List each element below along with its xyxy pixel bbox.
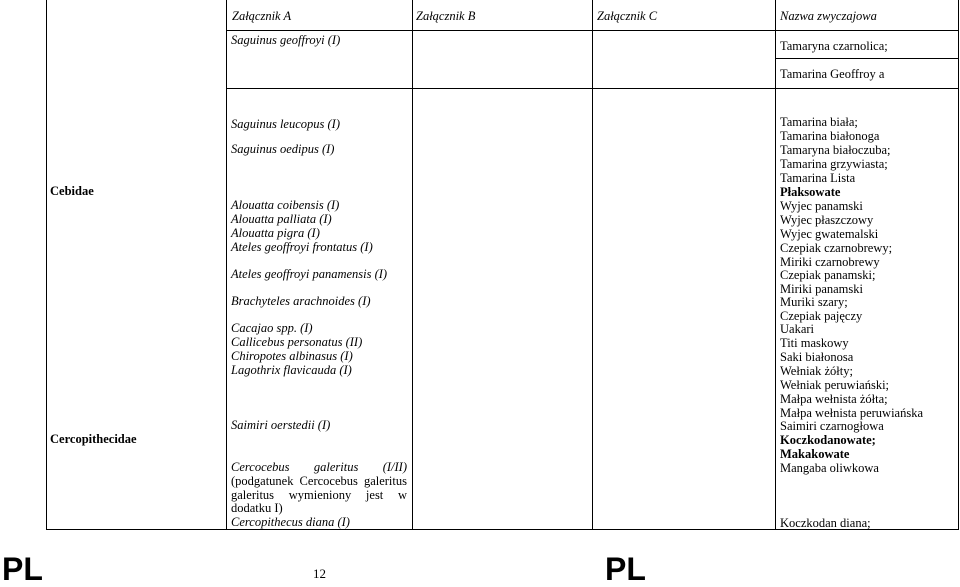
common-name: Tamaryna białoczuba; [780, 143, 891, 157]
species-name: Callicebus personatus (II) [231, 335, 363, 349]
common-name: Małpa wełnista peruwiańska [780, 406, 924, 420]
page-number: 12 [313, 566, 326, 581]
table-divider-c [592, 0, 593, 529]
common-name: Tamarina grzywiasta; [780, 157, 888, 171]
common-name: Uakari [780, 322, 815, 336]
language-mark-left: PL [2, 551, 43, 587]
species-name: Chiropotes albinasus (I) [231, 349, 353, 363]
species-name: Alouatta pigra (I) [231, 226, 320, 240]
common-name: Saki białonosa [780, 350, 854, 364]
species-name: Alouatta palliata (I) [231, 212, 332, 226]
common-name: Wyjec gwatemalski [780, 227, 879, 241]
common-name: Miriki czarnobrewy [780, 255, 880, 269]
species-name: Ateles geoffroyi frontatus (I) [231, 240, 373, 254]
table-divider-common [775, 0, 776, 529]
table-divider-a [226, 0, 227, 529]
family-name: Cebidae [50, 184, 94, 198]
species-name: Alouatta coibensis (I) [231, 198, 340, 212]
family-common-name: Płaksowate [780, 185, 841, 199]
family-name: Cercopithecidae [50, 432, 137, 446]
common-name: Mangaba oliwkowa [780, 461, 879, 475]
species-name: Brachyteles arachnoides (I) [231, 294, 371, 308]
common-name: Małpa wełnista żółta; [780, 392, 888, 406]
common-name: Tamaryna czarnolica; [780, 39, 888, 53]
language-mark-right: PL [605, 551, 646, 587]
header-annex-b: Załącznik B [416, 9, 476, 23]
common-name: Tamarina Geoffroy a [780, 67, 885, 81]
species-name: Saguinus leucopus (I) [231, 117, 341, 131]
species-name: Saguinus oedipus (I) [231, 142, 335, 156]
common-name: Czepiak czarnobrewy; [780, 241, 893, 255]
species-name: Cercocebus galeritus (I/II) [231, 460, 407, 474]
header-common-name: Nazwa zwyczajowa [780, 9, 877, 23]
table-border-left [46, 0, 47, 529]
species-name: Cacajao spp. (I) [231, 321, 313, 335]
row-divider [775, 58, 959, 59]
header-annex-a: Załącznik A [232, 9, 292, 23]
row-divider [226, 88, 959, 89]
common-name: Tamarina Lista [780, 171, 856, 185]
common-name: Wyjec panamski [780, 199, 863, 213]
species-name: Saguinus geoffroyi (I) [231, 33, 341, 47]
species-name: Cercopithecus diana (I) [231, 515, 350, 529]
common-name: Tamarina białonoga [780, 129, 880, 143]
common-name: Saimiri czarnogłowa [780, 419, 884, 433]
header-annex-c: Załącznik C [597, 9, 658, 23]
common-name: Koczkodan diana; [780, 516, 871, 530]
species-name: Lagothrix flavicauda (I) [231, 363, 352, 377]
common-name: Miriki panamski [780, 282, 863, 296]
common-name: Czepiak pajęczy [780, 309, 863, 323]
family-common-name: Koczkodanowate; [780, 433, 876, 447]
species-note: (podgatunek Cercocebus galeritus galeritus wymieniony jest w dodatku I) [231, 474, 407, 515]
table-divider-b [412, 0, 413, 529]
common-name: Czepiak panamski; [780, 268, 876, 282]
species-name: Saimiri oerstedii (I) [231, 418, 331, 432]
family-common-name: Makakowate [780, 447, 850, 461]
table-border-right [958, 0, 959, 529]
common-name: Titi maskowy [780, 336, 849, 350]
common-name: Wyjec płaszczowy [780, 213, 874, 227]
common-name: Wełniak żółty; [780, 364, 853, 378]
species-name: Ateles geoffroyi panamensis (I) [231, 267, 388, 281]
common-name: Wełniak peruwiański; [780, 378, 890, 392]
row-divider [226, 30, 959, 31]
common-name: Tamarina biała; [780, 115, 858, 129]
common-name: Muriki szary; [780, 295, 848, 309]
